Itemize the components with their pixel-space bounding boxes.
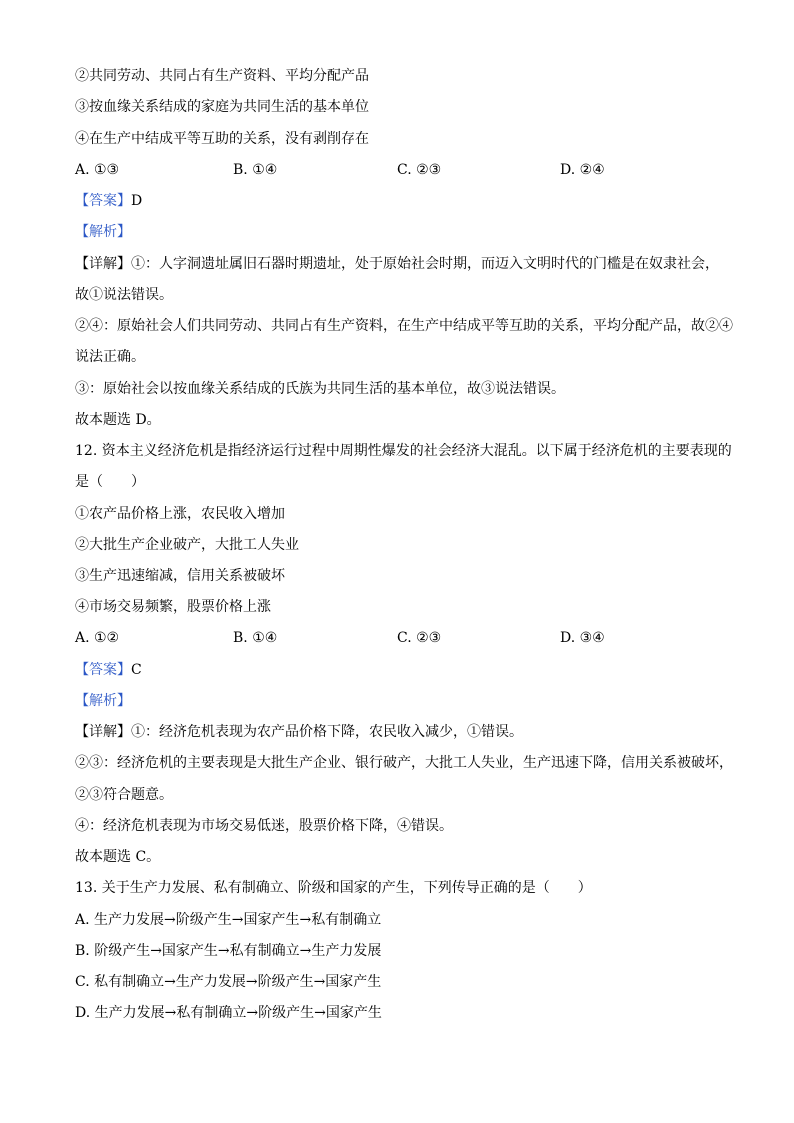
q12-option-d: D. ③④ (560, 630, 605, 646)
q13-stem: 13. 关于生产力发展、私有制确立、阶级和国家的产生，下列传导正确的是（ ） (75, 880, 592, 896)
q13-option-a: A. 生产力发展→阶级产生→国家产生→私有制确立 (75, 912, 382, 928)
q12-detail-3: ④：经济危机表现为市场交易低迷，股票价格下降，④错误。 (75, 818, 453, 834)
q13-option-d: D. 生产力发展→私有制确立→阶级产生→国家产生 (75, 1005, 382, 1021)
q12-detail-2a: ②③：经济危机的主要表现是大批生产企业、银行破产，大批工人失业，生产迅速下降，信用关系被破坏， (75, 755, 733, 771)
answer-value: C (131, 662, 142, 678)
q11-detail-2b: 说法正确。 (75, 349, 145, 365)
q12-detail-2b: ②③符合题意。 (75, 787, 173, 803)
detail-tag: 【详解】 (75, 256, 131, 272)
q11-option-a: A. ①③ (75, 162, 120, 178)
q11-option-c: C. ②③ (397, 162, 442, 178)
answer-tag: 【答案】 (75, 662, 131, 678)
detail-text: ①：经济危机表现为农产品价格下降，农民收入减少，①错误。 (131, 724, 523, 740)
answer-tag: 【答案】 (75, 193, 131, 209)
q13-option-c: C. 私有制确立→生产力发展→阶级产生→国家产生 (75, 974, 382, 990)
q11-statement-4: ④在生产中结成平等互助的关系，没有剥削存在 (75, 131, 369, 147)
q12-detail-1 (75, 722, 523, 742)
detail-tag: 【详解】 (75, 724, 131, 740)
q11-detail-1a (75, 254, 719, 274)
q12-statement-3: ③生产迅速缩减，信用关系被破坏 (75, 568, 285, 584)
q11-detail-3: ③：原始社会以按血缘关系结成的氏族为共同生活的基本单位，故③说法错误。 (75, 381, 565, 397)
q12-stem-a: 12. 资本主义经济危机是指经济运行过程中周期性爆发的社会经济大混乱。以下属于经济危机的主要表现的 (75, 443, 732, 459)
q11-option-b: B. ①④ (233, 162, 278, 178)
q12-option-b: B. ①④ (233, 630, 278, 646)
q12-option-c: C. ②③ (397, 630, 442, 646)
q11-answer-line (75, 191, 142, 211)
q13-option-b: B. 阶级产生→国家产生→私有制确立→生产力发展 (75, 943, 382, 959)
q12-analysis-tag: 【解析】 (75, 693, 131, 709)
q11-analysis-tag: 【解析】 (75, 224, 131, 240)
q11-detail-2a: ②④：原始社会人们共同劳动、共同占有生产资料，在生产中结成平等互助的关系，平均分配产品，故②④ (75, 318, 733, 334)
detail-text: ①：人字洞遗址属旧石器时期遗址，处于原始社会时期，而迈入文明时代的门槛是在奴隶社会， (131, 256, 719, 272)
q12-statement-4: ④市场交易频繁，股票价格上涨 (75, 599, 271, 615)
q12-answer-line (75, 660, 142, 680)
q11-statement-2: ②共同劳动、共同占有生产资料、平均分配产品 (75, 68, 369, 84)
q12-statement-1: ①农产品价格上涨，农民收入增加 (75, 506, 285, 522)
q11-option-d: D. ②④ (560, 162, 605, 178)
answer-value: D (131, 193, 143, 209)
q12-option-a: A. ①② (75, 630, 120, 646)
q11-detail-1b: 故①说法错误。 (75, 287, 173, 303)
q11-statement-3: ③按血缘关系结成的家庭为共同生活的基本单位 (75, 99, 369, 115)
q12-stem-b: 是（ ） (75, 474, 145, 490)
q12-conclusion: 故本题选 C。 (75, 849, 161, 865)
q12-statement-2: ②大批生产企业破产，大批工人失业 (75, 537, 299, 553)
q11-conclusion: 故本题选 D。 (75, 412, 161, 428)
